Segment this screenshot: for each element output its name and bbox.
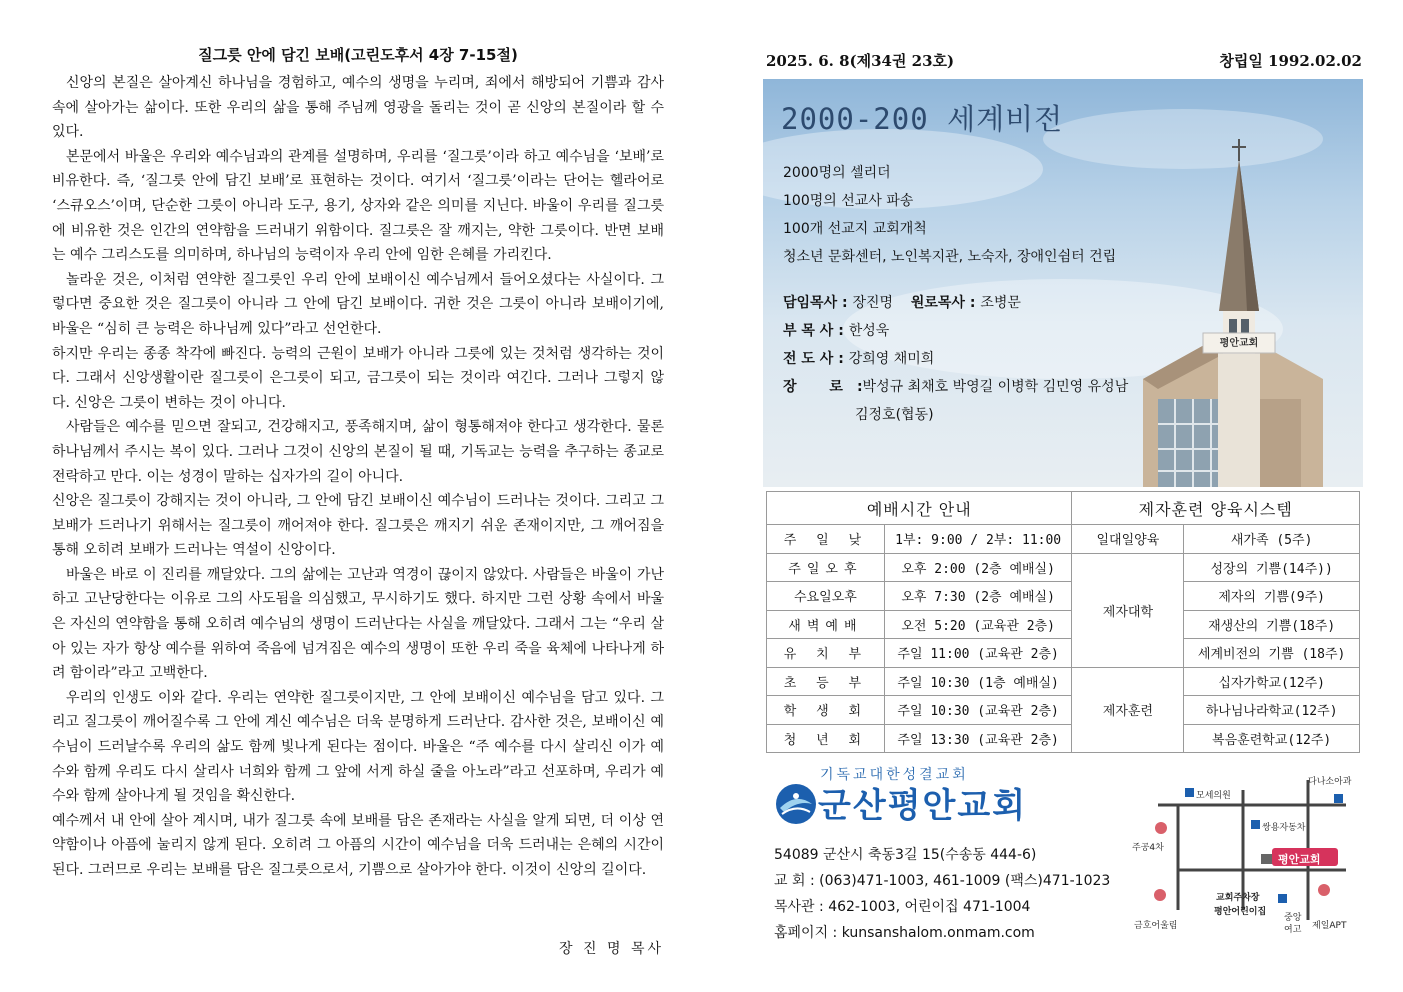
associate-pastor-label: 부 목 사 (783, 323, 834, 339)
training-course: 제자의 기쁨(9주) (1184, 582, 1360, 611)
staff-list (783, 289, 1128, 429)
church-emblem-icon (774, 782, 818, 826)
map-label-kumho: 금호어울림 (1134, 921, 1178, 931)
vision-item: 청소년 문화센터, 노인복지관, 노숙자, 장애인쉼터 건립 (783, 249, 1117, 265)
training-course: 새가족 (5주) (1184, 525, 1360, 554)
service-time: 주일 13:30 (교육관 2층) (884, 724, 1072, 753)
issue-date: 2025. 6. 8(제34권 23호) (766, 52, 955, 70)
map-label-daycare: 평안어린이집 (1214, 907, 1267, 917)
service-time: 오전 5:20 (교육관 2층) (884, 610, 1072, 639)
elders-names: 박성규 최채호 박영길 이병학 김민영 유성남 (862, 379, 1129, 395)
senior-pastor-label: 담임목사 (783, 295, 838, 311)
training-course: 재생산의 기쁨(18주) (1184, 610, 1360, 639)
table-row (767, 582, 1360, 611)
location-map (1128, 770, 1360, 940)
service-name: 유 치 부 (767, 639, 885, 668)
service-time: 주일 10:30 (1층 예배실) (884, 667, 1072, 696)
staff-row-senior: 담임목사 : 장진명 원로목사 : 조병문 (783, 295, 1021, 311)
training-course: 하나님나라학교(12주) (1184, 696, 1360, 725)
service-time: 1부: 9:00 / 2부: 11:00 (884, 525, 1072, 554)
issue-header (766, 50, 1362, 74)
church-phone: 교 회 : (063)471-1003, 461-1009 (팩스)471-1023 (774, 873, 1111, 889)
service-name: 주일오후 (767, 553, 885, 582)
table-row (767, 553, 1360, 582)
sermon-paragraph: 사람들은 예수를 믿으면 잘되고, 건강해지고, 풍족해지며, 삶이 형통해져야 한다고 생각한다. 물론 하나님께서 주시는 복이 있다. 그러나 그것이 신앙의 본질이 될 때, 기독교는 능력을 추구하는 종교로 전락하고 만다. 이는 성경이 말하는 십자가의 길이 아니다. (52, 419, 664, 485)
sermon-paragraph: 우리의 인생도 이와 같다. 우리는 연약한 질그릇이지만, 그 안에 보배이신 예수님을 담고 있다. 그리고 질그릇이 깨어질수록 그 안에 계신 예수님은 더욱 분명하게 드러난다. 감사한 것은, 보배이신 예수님이 드러날수록 우리의 삶도 함께 빛나게 된다는 점이다. 바울은 “주 예수를 다시 살리신 이가 예수와 함께 우리도 다시 살리사 너희와 함께 그 앞에 서게 하실 줄을 아노라”라고 선포하며, 우리가 예수와 함께 살아나게 될 것임을 확신한다. (52, 689, 664, 805)
sermon-paragraph: 신앙의 본질은 살아계신 하나님을 경험하고, 예수의 생명을 누리며, 죄에서 해방되어 기쁨과 감사 속에 살아가는 삶이다. 또한 우리의 삶을 통해 주님께 영광을 돌리는 것이 곧 신앙의 본질이라 할 수 있다. (52, 75, 664, 141)
training-course: 십자가학교(12주) (1184, 667, 1360, 696)
evangelist-label: 전 도 사 (783, 351, 834, 367)
training-course: 세계비전의 기쁨 (18주) (1184, 639, 1360, 668)
vision-item: 2000명의 셀리더 (783, 165, 891, 181)
sermon-signature: 장 진 명 목사 (559, 941, 664, 957)
elders-label: 장 로 (783, 379, 857, 395)
sermon-paragraph: 예수께서 내 안에 살아 계시며, 내가 질그릇 속에 보배를 담은 존재라는 사실을 알게 되면, 더 이상 연약함이나 아픔에 눌리지 않게 된다. 오히려 그 아픔의 시간이 예수님을 더욱 드러내는 은혜의 시간이 된다. 그러므로 우리는 보배를 담은 질그릇으로서, 기쁨으로 살아가야 한다. 이것이 신앙의 길이다. (52, 812, 664, 878)
service-name: 학 생 회 (767, 696, 885, 725)
sermon-paragraph: 신앙은 질그릇이 강해지는 것이 아니라, 그 안에 담긴 보배이신 예수님이 드러나는 것이다. 그리고 그 보배가 드러나기 위해서는 질그릇이 깨어져야 한다. 질그릇은 깨지기 쉬운 존재이지만, 그 깨어짐을 통해 오히려 보배가 드러나는 역설이 신앙이다. (52, 493, 664, 559)
service-name: 주 일 낮 (767, 525, 885, 554)
map-label-school-1: 중앙 (1284, 913, 1302, 923)
service-time: 오후 2:00 (2층 예배실) (884, 553, 1072, 582)
church-sign-text: 평안교회 (1219, 338, 1259, 349)
sermon-paragraph: 놀라운 것은, 이처럼 연약한 질그릇인 우리 안에 보배이신 예수님께서 들어오셨다는 사실이다. 그렇다면 중요한 것은 질그릇이 아니라 그 안에 담긴 보배이다. 귀한 것은 그릇이 아니라 보배이기에, 바울은 “심히 큰 능력은 하나님께 있다”라고 선언한다. (52, 271, 664, 337)
founded-date: 창립일 1992.02.02 (1219, 52, 1362, 70)
service-name: 초 등 부 (767, 667, 885, 696)
table-row (767, 639, 1360, 668)
table-row (767, 667, 1360, 696)
table-row (767, 696, 1360, 725)
map-label-clinic: 모세의원 (1196, 791, 1231, 801)
table-row (767, 525, 1360, 554)
service-time: 주일 11:00 (교육관 2층) (884, 639, 1072, 668)
emeritus-pastor-name: 조병문 (980, 295, 1021, 311)
church-address: 54089 군산시 축동3길 15(수송동 444-6) (774, 847, 1037, 863)
worship-times-header: 예배시간 안내 (767, 492, 1072, 525)
emeritus-pastor-label: 원로목사 (910, 295, 965, 311)
staff-row-evangelist: 전 도 사 : 강희영 채미희 (783, 351, 935, 367)
vision-hero (763, 79, 1363, 487)
sermon-paragraph: 바울은 바로 이 진리를 깨달았다. 그의 삶에는 고난과 역경이 끊이지 않았다. 사람들은 바울이 가난하고 고난당한다는 이유로 그의 사도됨을 의심했고, 무시하기도 했다. 하지만 그런 상황 속에서 바울은 자신의 연약함을 통해 오히려 예수님의 생명이 드러난다는 사실을 깨달았다. 그래서 그는 “우리 살아 있는 자가 항상 예수를 위하여 죽음에 넘겨짐은 예수의 생명이 또한 우리 죽을 육체에 나타나게 하려 함이라”라고 고백한다. (52, 566, 664, 682)
sermon-title: 질그릇 안에 담긴 보배(고린도후서 4장 7-15절) (198, 46, 518, 64)
map-label-gas: 주공4차 (1132, 843, 1164, 853)
service-name: 청 년 회 (767, 724, 885, 753)
map-label-church: 평안교회 (1278, 853, 1321, 866)
training-system-header: 제자훈련 양육시스템 (1072, 492, 1360, 525)
vision-item: 100명의 선교사 파송 (783, 193, 914, 209)
service-time: 주일 10:30 (교육관 2층) (884, 696, 1072, 725)
staff-row-elders: 장 로:박성규 최채호 박영길 이병학 김민영 유성남 (783, 379, 1129, 395)
denomination-name: 기독교대한성결교회 (820, 767, 969, 783)
manse-phone: 목사관 : 462-1003, 어린이집 471-1004 (774, 899, 1031, 915)
contact-info (774, 842, 1110, 946)
training-course: 복음훈련학교(12주) (1184, 724, 1360, 753)
training-group: 제자훈련 (1072, 667, 1184, 753)
church-logo-block (770, 762, 1130, 832)
sermon-column (52, 40, 664, 883)
sermon-paragraph: 하지만 우리는 종종 착각에 빠진다. 능력의 근원이 보배가 아니라 그릇에 있는 것처럼 생각하는 것이다. 그래서 신앙생활이란 질그릇이 은그릇이 되고, 금그릇이 되는 것이라 여긴다. 그러나 그렇지 않다. 신앙은 그릇이 변하는 것이 아니다. (52, 345, 664, 411)
staff-row-associate: 부 목 사 : 한성욱 (783, 323, 890, 339)
associate-pastor-name: 한성욱 (848, 323, 890, 339)
service-name: 새벽예배 (767, 610, 885, 639)
vision-item: 100개 선교지 교회개척 (783, 221, 927, 237)
map-label-daiso: 다나소아과 (1308, 777, 1352, 787)
table-row (767, 610, 1360, 639)
vision-title: 2000-200 세계비전 (781, 102, 1064, 136)
map-label-apt: 제일APT (1312, 921, 1347, 931)
church-homepage[interactable]: 홈페이지 : kunsanshalom.onmam.com (774, 925, 1035, 941)
sermon-body (52, 71, 664, 883)
map-label-parking: 교회주차장 (1216, 893, 1260, 903)
training-group: 일대일양육 (1072, 525, 1184, 554)
training-group: 제자대학 (1072, 553, 1184, 667)
vision-list (783, 159, 1116, 271)
map-label-auto: 쌍용자동차 (1262, 823, 1306, 833)
schedule-header-row (767, 492, 1360, 525)
evangelist-names: 강희영 채미희 (848, 351, 935, 367)
church-name: 군산평안교회 (818, 786, 1028, 826)
service-time: 오후 7:30 (2층 예배실) (884, 582, 1072, 611)
training-course: 성장의 기쁨(14주)) (1184, 553, 1360, 582)
service-name: 수요일오후 (767, 582, 885, 611)
sermon-paragraph: 본문에서 바울은 우리와 예수님과의 관계를 설명하며, 우리를 ‘질그릇’이라 하고 예수님을 ‘보배’로 비유한다. 즉, ‘질그릇 안에 담긴 보배’로 표현하는 것이다. 여기서 ‘질그릇’이라는 단어는 헬라어로 ‘스큐오스’이며, 단순한 그릇이 아니라 도구, 용기, 상자와 같은 의미를 지닌다. 바울이 우리를 질그릇에 비유한 것은 인간의 연약함을 드러내기 위함이다. 질그릇은 잘 깨지는, 약한 그릇이다. 반면 보배는 예수 그리스도를 의미하며, 하나님의 능력이자 우리 안에 임한 은혜를 가리킨다. (52, 148, 664, 264)
senior-pastor-name: 장진명 (852, 295, 894, 311)
map-label-school-2: 여고 (1284, 925, 1302, 935)
elders-names-continued: 김정호(협동) (855, 407, 934, 423)
table-row (767, 724, 1360, 753)
schedule-table (766, 491, 1360, 753)
